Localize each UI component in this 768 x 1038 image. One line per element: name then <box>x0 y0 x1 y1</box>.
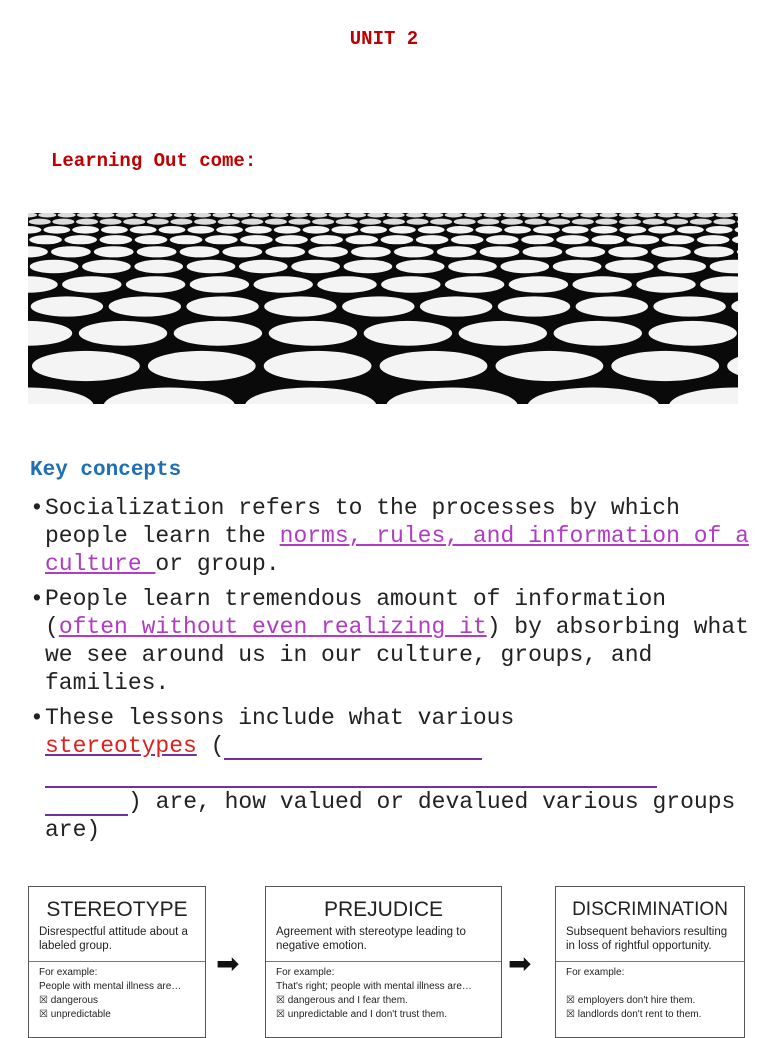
key-concepts-heading: Key concepts <box>30 459 182 482</box>
disc-shape <box>394 246 434 257</box>
disc-shape <box>694 246 734 257</box>
example-line: ☒ employers don't hire them. <box>566 995 696 1006</box>
bullet-list <box>30 494 750 851</box>
disc-shape <box>62 276 121 293</box>
disc-shape <box>274 226 301 234</box>
disc-shape <box>565 246 605 257</box>
disc-shape <box>216 226 243 234</box>
disc-shape <box>205 235 238 244</box>
example-line: ☒ unpredictable and I don't trust them. <box>276 1009 447 1020</box>
discs-image-graphic <box>28 213 738 404</box>
disc-shape <box>76 219 98 225</box>
disc-shape <box>265 219 287 225</box>
disc-shape <box>418 226 445 234</box>
disc-shape <box>420 296 492 316</box>
disc-shape <box>573 276 632 293</box>
disc-shape <box>82 260 131 274</box>
disc-shape <box>265 246 305 257</box>
disc-shape <box>611 351 719 381</box>
disc-shape <box>509 276 568 293</box>
disc-shape <box>351 246 391 257</box>
disc-shape <box>451 235 484 244</box>
disc-shape <box>64 235 97 244</box>
disc-shape <box>501 260 550 274</box>
disc-shape <box>291 260 340 274</box>
disc-shape <box>445 276 504 293</box>
disc-shape <box>187 260 236 274</box>
disc-shape <box>241 219 263 225</box>
disc-shape <box>556 235 589 244</box>
disc-shape <box>380 351 488 381</box>
disc-shape <box>677 226 704 234</box>
disc-shape <box>269 321 357 346</box>
example-line: ☒ dangerous and I fear them. <box>276 995 408 1006</box>
disc-shape <box>170 235 203 244</box>
bullet-lessons <box>30 704 750 844</box>
disc-shape <box>608 246 648 257</box>
disc-shape <box>381 235 414 244</box>
disc-shape <box>501 219 523 225</box>
disc-shape <box>648 226 675 234</box>
disc-shape <box>180 246 220 257</box>
disc-shape <box>554 321 642 346</box>
disc-shape <box>317 276 376 293</box>
disc-shape <box>245 226 272 234</box>
disc-shape <box>498 296 570 316</box>
disc-shape <box>447 226 474 234</box>
disc-shape <box>364 321 452 346</box>
bullet-learning <box>30 585 750 697</box>
disc-shape <box>137 246 177 257</box>
disc-shape <box>643 219 665 225</box>
disc-shape <box>264 351 372 381</box>
disc-shape <box>222 246 262 257</box>
disc-shape <box>51 246 91 257</box>
discrimination-box <box>555 886 745 1038</box>
disc-shape <box>636 276 695 293</box>
disc-shape <box>562 226 589 234</box>
disc-shape <box>359 219 381 225</box>
disc-shape <box>360 226 387 234</box>
disc-shape <box>477 219 499 225</box>
disc-shape <box>454 219 476 225</box>
disc-shape <box>174 321 262 346</box>
example-label: For example: <box>566 967 625 978</box>
disc-shape <box>52 219 74 225</box>
disc-shape <box>79 321 167 346</box>
box-title: STEREOTYPE <box>46 898 188 921</box>
disc-shape <box>310 235 343 244</box>
disc-shape <box>130 226 157 234</box>
learning-outcome-heading: Learning Out come: <box>51 150 257 172</box>
disc-shape <box>504 226 531 234</box>
disc-shape <box>346 235 379 244</box>
disc-shape <box>194 219 216 225</box>
disc-shape <box>651 246 691 257</box>
example-line: That's right; people with mental illness are… <box>276 981 472 992</box>
disc-shape <box>308 246 348 257</box>
disc-shape <box>572 219 594 225</box>
disc-shape <box>605 260 654 274</box>
disc-shape <box>396 260 445 274</box>
disc-shape <box>134 260 183 274</box>
disc-shape <box>336 219 358 225</box>
disc-shape <box>186 296 258 316</box>
disc-shape <box>264 296 336 316</box>
disc-shape <box>187 226 214 234</box>
right-arrow-icon: ➡ <box>216 947 240 980</box>
disc-shape <box>344 260 393 274</box>
box-description: Disrespectful attitude about a labeled group. <box>29 923 205 962</box>
box-title: DISCRIMINATION <box>572 899 728 920</box>
disc-shape <box>123 219 145 225</box>
disc-shape <box>459 321 547 346</box>
stereotype-prejudice-discrimination-diagram <box>0 883 768 1024</box>
disc-shape <box>521 235 554 244</box>
disc-shape <box>662 235 695 244</box>
disc-shape <box>381 276 440 293</box>
disc-shape <box>218 219 240 225</box>
disc-shape <box>43 226 70 234</box>
disc-shape <box>523 246 563 257</box>
disc-shape <box>619 219 641 225</box>
disc-shape <box>407 219 429 225</box>
example-line: ☒ unpredictable <box>39 1009 111 1020</box>
disc-shape <box>595 219 617 225</box>
disc-shape <box>239 260 288 274</box>
box-description: Subsequent behaviors resulting in loss of rightful opportunity. <box>556 923 744 962</box>
disc-shape <box>697 235 730 244</box>
disc-shape <box>148 351 256 381</box>
box-examples <box>29 962 205 1026</box>
disc-shape <box>303 226 330 234</box>
box-description: Agreement with stereotype leading to negative emotion. <box>266 923 501 962</box>
disc-shape <box>159 226 186 234</box>
disc-shape <box>416 235 449 244</box>
disc-shape <box>289 219 311 225</box>
disc-shape <box>331 226 358 234</box>
prejudice-box <box>265 886 502 1038</box>
disc-shape <box>486 235 519 244</box>
disc-shape <box>649 321 737 346</box>
box-title: PREJUDICE <box>323 898 444 921</box>
disc-shape <box>101 226 128 234</box>
discs-photo <box>28 213 738 404</box>
disc-shape <box>657 260 706 274</box>
example-label: For example: <box>39 967 98 978</box>
highlight-realizing: often without even realizing it <box>58 614 487 640</box>
disc-shape <box>713 219 735 225</box>
disc-shape <box>475 226 502 234</box>
bullet-text: Socialization refers to the processes by which people learn the <box>45 495 680 549</box>
disc-shape <box>100 219 122 225</box>
bullet-text: ) by absorbing what we see around us in our culture, groups, and families. <box>45 614 749 696</box>
disc-shape <box>690 219 712 225</box>
disc-shape <box>548 219 570 225</box>
example-line: ☒ landlords don't rent to them. <box>566 1009 702 1020</box>
fill-in-blank-line <box>45 792 128 816</box>
disc-shape <box>29 235 62 244</box>
disc-shape <box>29 219 51 225</box>
disc-shape <box>383 219 405 225</box>
disc-shape <box>666 219 688 225</box>
fill-in-blank-line <box>45 764 657 788</box>
disc-shape <box>706 226 733 234</box>
highlight-stereotypes: stereotypes <box>45 733 197 759</box>
disc-shape <box>496 351 604 381</box>
disc-shape <box>627 235 660 244</box>
disc-shape <box>437 246 477 257</box>
disc-shape <box>72 226 99 234</box>
disc-shape <box>525 219 547 225</box>
bullet-text: These lessons include what various <box>45 705 515 731</box>
paren-open: ( <box>196 733 225 759</box>
disc-shape <box>170 219 192 225</box>
example-line: People with mental illness are… <box>39 981 182 992</box>
example-line <box>566 980 734 994</box>
unit-title: UNIT 2 <box>349 28 419 50</box>
disc-shape <box>430 219 452 225</box>
right-arrow-icon: ➡ <box>508 947 532 980</box>
disc-shape <box>389 226 416 234</box>
box-examples <box>266 962 501 1026</box>
bullet-socialization <box>30 494 750 578</box>
disc-shape <box>190 276 249 293</box>
example-label: For example: <box>276 967 335 978</box>
disc-shape <box>94 246 134 257</box>
bullet-text: People learn tremendous amount of information ( <box>45 586 667 640</box>
disc-shape <box>342 296 414 316</box>
disc-shape <box>592 235 625 244</box>
disc-shape <box>254 276 313 293</box>
disc-shape <box>31 296 103 316</box>
disc-shape <box>100 235 133 244</box>
disc-shape <box>653 296 725 316</box>
box-examples <box>556 962 744 1026</box>
bullet-text: or group. <box>155 551 280 577</box>
disc-shape <box>533 226 560 234</box>
disc-shape <box>109 296 181 316</box>
disc-shape <box>448 260 497 274</box>
disc-shape <box>576 296 648 316</box>
highlight-norms: norms, rules, and information of a culture <box>45 523 749 577</box>
stereotype-box <box>28 886 206 1038</box>
disc-shape <box>126 276 185 293</box>
disc-shape <box>553 260 602 274</box>
disc-shape <box>30 260 79 274</box>
disc-shape <box>275 235 308 244</box>
fill-in-blank-line <box>224 736 482 760</box>
disc-shape <box>240 235 273 244</box>
disc-shape <box>32 351 140 381</box>
disc-shape <box>147 219 169 225</box>
example-line: ☒ dangerous <box>39 995 99 1006</box>
bullet-text: ) are, how valued or devalued various groups are) <box>45 789 736 843</box>
disc-shape <box>591 226 618 234</box>
disc-shape <box>480 246 520 257</box>
disc-shape <box>312 219 334 225</box>
disc-shape <box>619 226 646 234</box>
disc-shape <box>135 235 168 244</box>
